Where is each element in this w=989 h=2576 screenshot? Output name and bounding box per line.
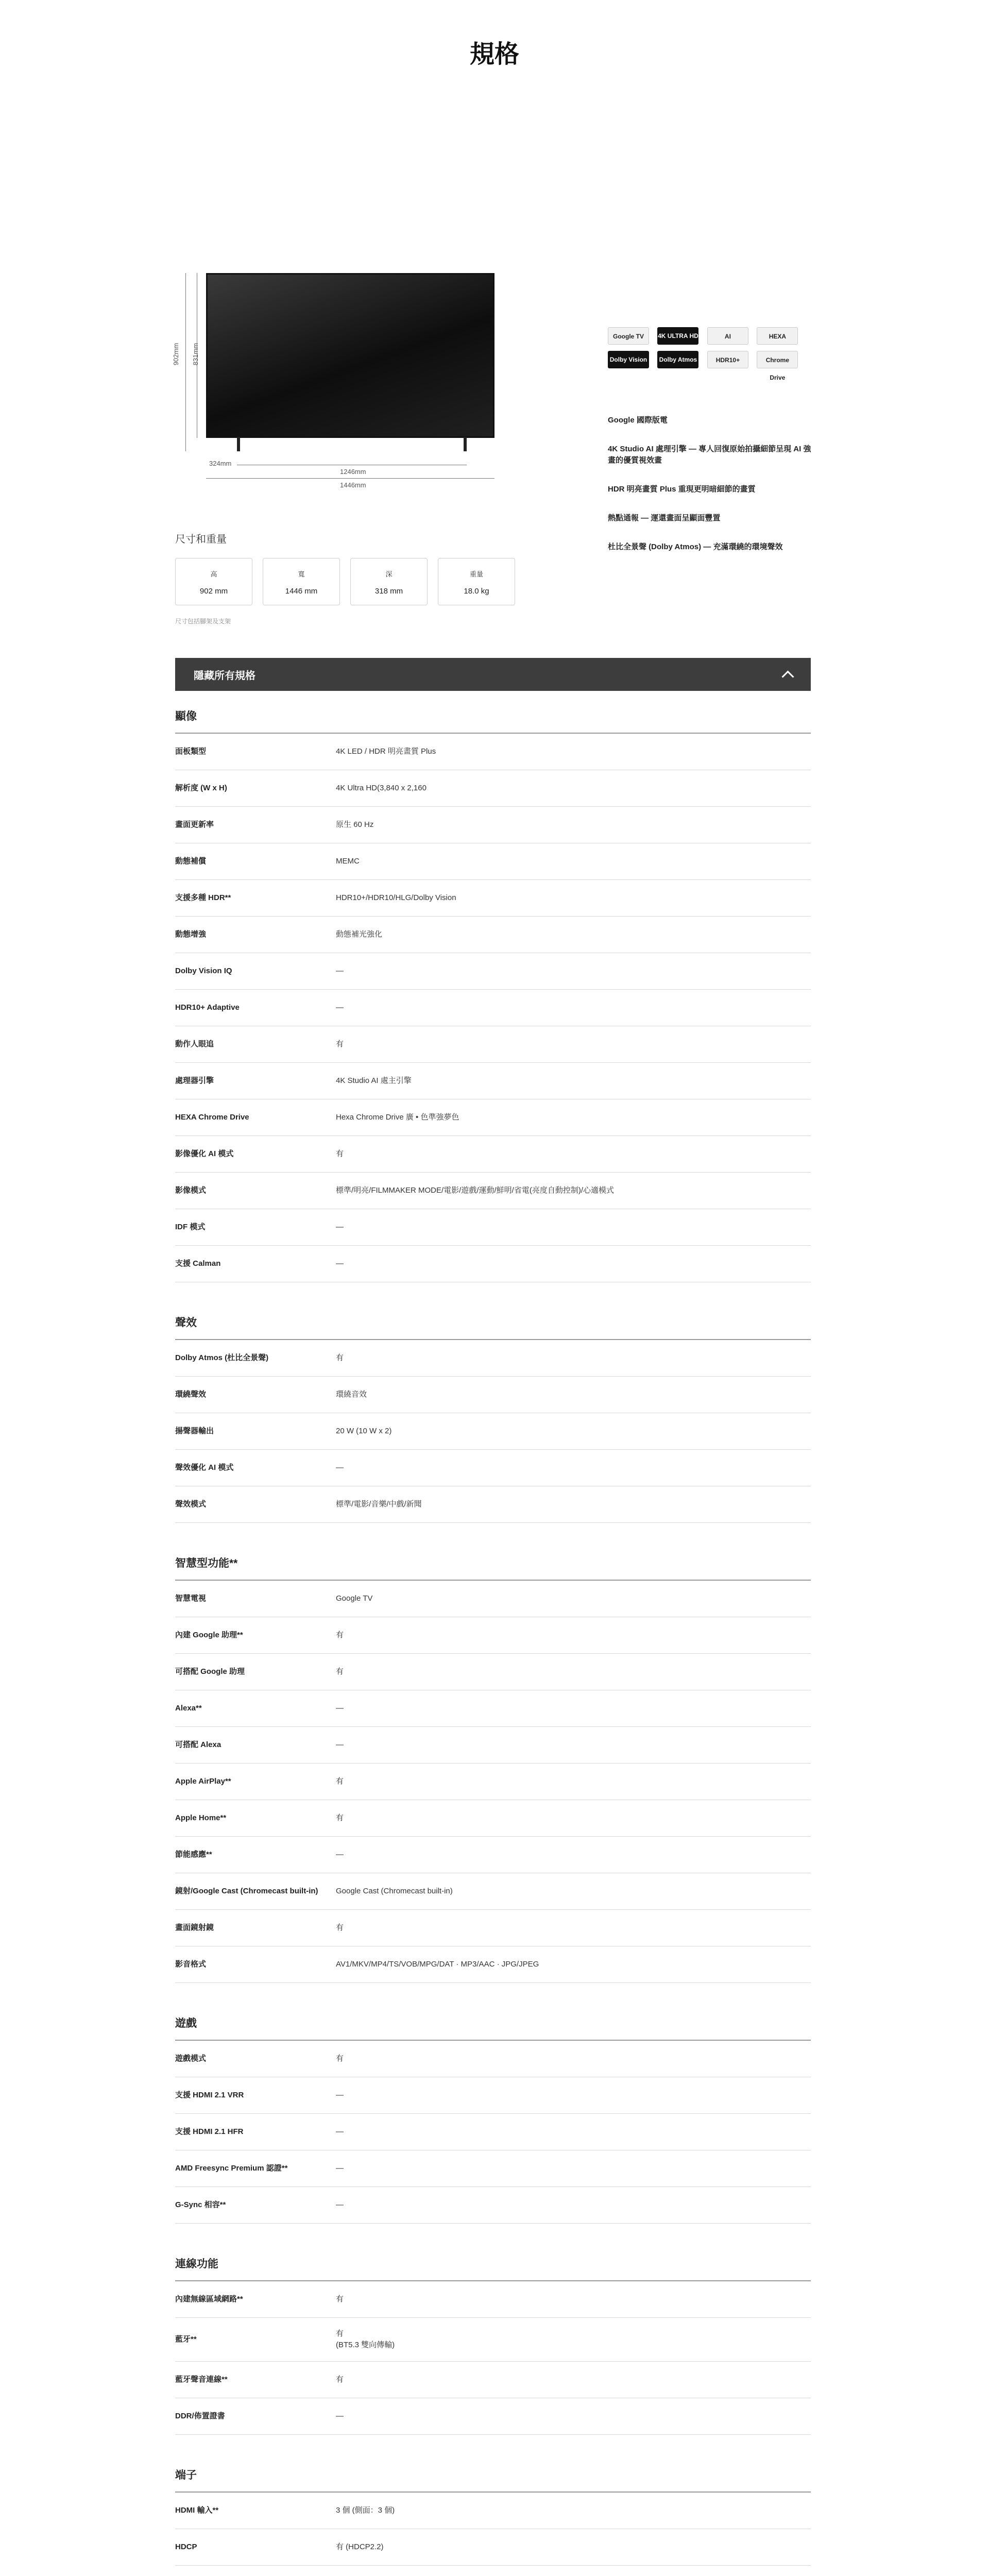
spec-value: 3 個 (側面：3 個) (336, 2506, 395, 2515)
spec-row (175, 2150, 811, 2187)
spec-row (175, 1377, 811, 1413)
spec-row (175, 2281, 811, 2318)
spec-value: 有 (336, 1814, 344, 1822)
spec-label: 藍牙聲音連線** (175, 2375, 228, 2384)
spec-label: HDCP (175, 2543, 197, 2551)
spec-row (175, 1063, 811, 1099)
spec-value: — (336, 1704, 344, 1713)
height-card (175, 558, 252, 605)
spec-value: — (336, 2412, 344, 2420)
spec-value: MEMC (336, 857, 360, 866)
spec-row (175, 1099, 811, 1136)
spec-section-title: 智慧型功能** (175, 1548, 811, 1581)
spec-row (175, 770, 811, 807)
spec-section (175, 1307, 811, 1523)
spec-label: 藍牙** (175, 2335, 197, 2344)
width-card (263, 558, 340, 605)
spec-label: Apple AirPlay** (175, 1777, 231, 1786)
hexa-badge: HEXA (757, 327, 798, 345)
spec-row (175, 880, 811, 917)
spec-value: 有 (HDCP2.2) (336, 2543, 384, 2551)
spec-section-title: 端子 (175, 2460, 811, 2493)
spec-section (175, 2008, 811, 2224)
spec-value: — (336, 2200, 344, 2209)
spec-value: AV1/MKV/MP4/TS/VOB/MPG/DAT · MP3/AAC · JPG/JPEG (336, 1960, 539, 1969)
spec-value: 有 (336, 1923, 344, 1932)
spec-value: 4K Studio AI 處主引擎 (336, 1076, 412, 1085)
spec-row (175, 1690, 811, 1727)
spec-label: 動態增強 (175, 930, 207, 939)
spec-row (175, 1800, 811, 1837)
spec-label: 動態補償 (175, 857, 207, 866)
dimensions-section (175, 531, 814, 625)
height-label: 902mm (172, 343, 180, 366)
spec-section (175, 2460, 811, 2576)
spec-label: 內建 Google 助理** (175, 1631, 243, 1639)
spec-row (175, 1581, 811, 1617)
spec-label: 動作人眼追 (175, 1040, 214, 1048)
spec-row (175, 1910, 811, 1946)
inner-width-label: 1246mm (340, 468, 366, 476)
tv-foot-left (237, 437, 240, 451)
spec-label: 鏡射/Google Cast (Chromecast built-in) (175, 1887, 318, 1895)
spec-value: 有 (336, 1149, 344, 1158)
card-value: 1446 mm (285, 587, 318, 596)
tv-image (206, 273, 494, 438)
spec-row (175, 2187, 811, 2224)
4k-badge: 4K ULTRA HD (657, 327, 698, 345)
spec-section-title: 聲效 (175, 1307, 811, 1340)
spec-label: 畫面鏡射鏡 (175, 1923, 214, 1932)
spec-label: 支援 HDMI 2.1 VRR (175, 2091, 244, 2099)
card-value: 18.0 kg (464, 587, 489, 596)
hdr10-badge: HDR10+ (707, 351, 748, 368)
spec-value: 動態補光強化 (336, 930, 383, 939)
spec-label: 影像優化 AI 模式 (175, 1149, 234, 1158)
spec-row (175, 2493, 811, 2529)
spec-value: 標準/電影/音樂/中戲/新聞 (336, 1500, 422, 1509)
spec-value: Google TV (336, 1594, 373, 1603)
spec-label: 內建無線區域網路** (175, 2295, 243, 2303)
spec-label: 環繞聲效 (175, 1390, 207, 1399)
feature-item: 熱點通報 — 運還畫面呈顯面豐置 (608, 514, 721, 522)
spec-value: 有 (336, 1631, 344, 1639)
spec-row (175, 1654, 811, 1690)
spec-section-title: 遊戲 (175, 2008, 811, 2041)
spec-table (175, 701, 811, 2576)
spec-row (175, 1173, 811, 1209)
spec-label: 支援 HDMI 2.1 HFR (175, 2127, 244, 2136)
spec-value: 有 (BT5.3 雙向傳輸) (336, 2329, 395, 2349)
dolby-vision-badge: Dolby Vision (608, 351, 649, 368)
width-label: 1446mm (340, 481, 366, 489)
spec-row (175, 2529, 811, 2566)
spec-row (175, 1727, 811, 1764)
spec-value: — (336, 2164, 344, 2173)
spec-value: 有 (336, 1040, 344, 1048)
spec-label: 畫面更新率 (175, 820, 214, 829)
spec-row (175, 1413, 811, 1450)
card-label: 重量 (469, 570, 483, 578)
spec-value: 4K LED / HDR 明亮畫質 Plus (336, 747, 436, 756)
spec-label: Apple Home** (175, 1814, 227, 1822)
spec-row (175, 807, 811, 843)
card-label: 深 (385, 570, 393, 578)
spec-label: G-Sync 相容** (175, 2200, 226, 2209)
spec-label: 支援多種 HDR** (175, 893, 231, 902)
spec-label: 支援 Calman (175, 1259, 221, 1268)
spec-value (336, 2566, 811, 2576)
spec-label: 影像模式 (175, 1186, 207, 1195)
spec-value: 標準/明亮/FILMMAKER MODE/電影/遊戲/運動/鮮明/省電(亮度自動控制)/心適模式 (336, 1186, 615, 1195)
spec-label: AMD Freesync Premium 認證** (175, 2164, 288, 2173)
spec-label: DDR/佈置證書 (175, 2412, 225, 2420)
spec-label: HDMI 輸入** (175, 2506, 219, 2515)
spec-label: 聲效優化 AI 模式 (175, 1463, 234, 1472)
spec-row (175, 1486, 811, 1523)
tv-foot-right (464, 437, 467, 451)
spec-row (175, 1246, 811, 1282)
spec-label: HEXA Chrome Drive (175, 1113, 249, 1122)
spec-label: 節能感應** (175, 1850, 212, 1859)
depth-label: 324mm (209, 460, 232, 467)
card-label: 寬 (298, 570, 305, 578)
spec-value: Google Cast (Chromecast built-in) (336, 1887, 453, 1895)
spec-label: Dolby Atmos (杜比全景聲) (175, 1353, 269, 1362)
spec-row (175, 1873, 811, 1910)
spec-row (175, 843, 811, 880)
spec-label: 影音格式 (175, 1960, 207, 1969)
google-tv-badge: Google TV (608, 327, 649, 345)
dimensions-heading: 尺寸和重量 (175, 534, 227, 545)
spec-row (175, 1136, 811, 1173)
spec-row (175, 1764, 811, 1800)
spec-row (175, 2077, 811, 2114)
spec-value: 原生 60 Hz (336, 820, 374, 829)
spec-value: HDR10+/HDR10/HLG/Dolby Vision (336, 893, 456, 902)
spec-label: Alexa** (175, 1704, 202, 1713)
spec-value: 有 (336, 2295, 344, 2303)
toggle-specs-label: 隱藏所有規格 (194, 670, 255, 682)
spec-row (175, 2566, 811, 2576)
feature-item: 杜比全景聲 (Dolby Atmos) — 充滿環繞的環境聲效 (608, 543, 783, 551)
spec-value: 4K Ultra HD(3,840 x 2,160 (336, 784, 427, 792)
spec-value: 環繞音效 (336, 1390, 367, 1399)
spec-row (175, 734, 811, 770)
chrome-drive-badge: Chrome Drive (757, 351, 798, 368)
spec-value: — (336, 1740, 344, 1749)
spec-label: 揚聲器輸出 (175, 1427, 214, 1435)
spec-row (175, 2114, 811, 2150)
spec-row (175, 1837, 811, 1873)
spec-row (175, 990, 811, 1026)
toggle-specs-button[interactable] (175, 658, 811, 691)
spec-row (175, 917, 811, 953)
feature-item: HDR 明亮畫質 Plus 重現更明暗細節的畫質 (608, 485, 756, 494)
spec-section (175, 1548, 811, 1983)
spec-row (175, 1617, 811, 1654)
spec-section-title: 連線功能 (175, 2248, 811, 2281)
spec-section (175, 2248, 811, 2435)
height-line (185, 273, 186, 451)
chevron-up-icon (781, 670, 794, 683)
spec-label: Dolby Vision IQ (175, 967, 232, 975)
spec-label: 面板類型 (175, 747, 207, 756)
spec-value: 有 (336, 1667, 344, 1676)
spec-value: — (336, 967, 344, 975)
card-value: 902 mm (199, 587, 228, 596)
spec-section (175, 701, 811, 1282)
spec-value: — (336, 2091, 344, 2099)
height2-label: 831mm (192, 343, 200, 366)
spec-label: 遊戲模式 (175, 2054, 207, 2063)
weight-card (438, 558, 515, 605)
spec-row (175, 2041, 811, 2077)
spec-value: — (336, 1259, 344, 1268)
feature-item: 4K Studio AI 處理引擎 — 專人回復原始拍攝細節呈現 AI 強畫的優質視效畫 (608, 445, 811, 465)
spec-label: 智慧電視 (175, 1594, 207, 1603)
feature-badges (608, 327, 809, 381)
spec-row (175, 1209, 811, 1246)
dimensions-note: 尺寸包括腳架及支架 (175, 618, 231, 625)
spec-row (175, 1026, 811, 1063)
feature-item: Google 國際版電 (608, 416, 668, 425)
spec-value: Hexa Chrome Drive 廣 • 色準強夢色 (336, 1113, 459, 1122)
spec-row (175, 2398, 811, 2435)
spec-value: — (336, 2127, 344, 2136)
spec-value: — (336, 1463, 344, 1472)
spec-value: 有 (336, 2054, 344, 2063)
ai-badge: AI (707, 327, 748, 345)
spec-label: 聲效模式 (175, 1500, 207, 1509)
spec-value: 有 (336, 1777, 344, 1786)
dimension-cards (175, 558, 814, 605)
spec-row (175, 1340, 811, 1377)
spec-value: 20 W (10 W x 2) (336, 1427, 392, 1435)
depth-card (350, 558, 428, 605)
spec-label: 處理器引擎 (175, 1076, 214, 1085)
spec-label: 解析度 (W x H) (175, 784, 227, 792)
spec-value: — (336, 1223, 344, 1231)
spec-section-title: 顯像 (175, 701, 811, 734)
tv-diagram (170, 273, 546, 489)
spec-label: HDR10+ Adaptive (175, 1003, 240, 1012)
width-line (206, 478, 494, 479)
spec-value: — (336, 1003, 344, 1012)
dolby-atmos-badge: Dolby Atmos (657, 351, 698, 368)
spec-row (175, 953, 811, 990)
spec-label: IDF 模式 (175, 1223, 206, 1231)
spec-value: 有 (336, 2375, 344, 2384)
page-title: 規格 (469, 41, 519, 68)
spec-row (175, 1946, 811, 1983)
spec-row (175, 2318, 811, 2362)
spec-value: 有 (336, 1353, 344, 1362)
spec-label: 可搭配 Google 助理 (175, 1667, 245, 1676)
card-label: 高 (210, 570, 217, 578)
spec-label: 可搭配 Alexa (175, 1740, 221, 1749)
spec-row (175, 2362, 811, 2398)
spec-value: — (336, 1850, 344, 1859)
card-value: 318 mm (374, 587, 403, 596)
spec-row (175, 1450, 811, 1486)
